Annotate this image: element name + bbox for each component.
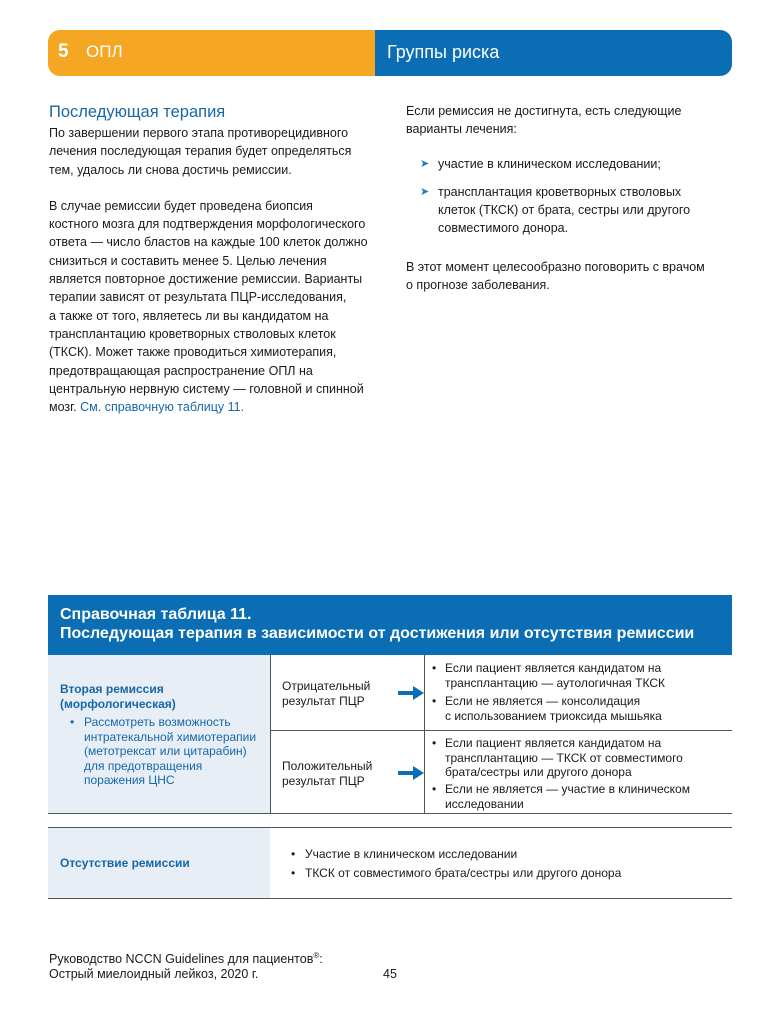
text-line: варианты лечения: [406,122,517,137]
text-line: брата/сестры или другого донора [445,765,632,779]
text-line: трансплантацию кроветворных стволовых клеток [49,326,336,341]
negative-pcr-label [282,679,370,708]
page-header [48,30,732,76]
bullet: • [432,694,437,708]
text-line: По завершении первого этапа противорецидивного [49,126,349,140]
chapter-label: ОПЛ [86,42,123,61]
chapter-tab [48,30,375,76]
chevron-right-icon: ➤ [420,157,430,170]
reference-table-header [48,595,732,655]
second-remission-title [60,682,176,711]
text-line: В случае ремиссии будет проведена биопсия [49,198,313,213]
paragraph-closing [406,258,736,295]
text-line: Участие в клиническом исследовании [305,847,518,861]
text-line: о прогнозе заболевания. [406,278,550,293]
list-item [406,155,736,173]
divider [424,655,425,813]
second-remission-cell [48,655,270,813]
text-line: Положительный [282,759,373,773]
right-column [406,102,736,294]
positive-pcr-option-1 [432,736,683,780]
text-line: Если пациент является кандидатом на [445,661,662,675]
registered-mark: ® [313,950,320,960]
text-line: трансплантацию — аутологичная ТКСК [445,675,665,690]
text-line: (метотрексат или цитарабин) [84,744,247,758]
text-line [49,398,379,416]
text-line: поражения ЦНС [84,773,175,787]
no-remission-title: Отсутствие ремиссии [60,856,190,870]
text-line: терапии зависят от результата ПЦР-исследования, [49,290,347,305]
text-line: центральную нервную систему — головной и спинной [49,381,364,396]
text-line: для предотвращения [84,758,203,773]
text-line: с использованием триоксида мышьяка [445,708,662,723]
text-line: тем, удалось ли снова достичь ремиссии. [49,162,292,177]
text-line: ТКСК от совместимого брата/сестры или другого донора [305,866,622,880]
list-item [406,183,736,238]
text-fragment: мозг. [49,400,81,415]
divider [270,655,271,813]
footer-line2: Острый миелоидный лейкоз, 2020 г. [49,967,259,981]
negative-pcr-option-1 [432,661,665,690]
table-reference-link[interactable]: См. справочную таблицу 11. [80,400,245,415]
text-line: Отрицательный [282,679,371,693]
table-title-line2: Последующая терапия в зависимости от достижения или отсутствия ремиссии [60,625,695,642]
bullet: • [70,715,75,729]
bullet: • [432,736,437,750]
text-line: трансплантация кроветворных стволовых [438,184,682,199]
page-number: 45 [383,967,397,981]
text-line: В этот момент целесообразно поговорить с врачом [406,259,705,274]
text-line: результат ПЦР [282,773,365,788]
text-line: (морфологическая) [60,696,176,711]
text-line: Если пациент является кандидатом на [445,736,662,750]
bullet: • [432,661,437,675]
arrow-right-icon [398,765,424,781]
text-line: клеток (ТКСК) от брата, сестры или другого [438,203,691,218]
text-line: Рассмотреть возможность [84,715,231,729]
no-remission-cell [48,828,270,898]
divider [48,898,732,899]
paragraph-intro [49,124,379,179]
text-line: исследовании [445,796,524,811]
divider [270,730,732,731]
second-remission-note [70,715,266,788]
paragraph-remission [49,197,379,417]
section-title: Группы риска [387,42,500,62]
section-heading: Последующая терапия [49,103,226,121]
text-line: Если не является — консолидация [445,694,641,708]
positive-pcr-option-2 [432,782,690,811]
text-line: (ТКСК). Может также проводиться химиотерапия, [49,345,337,360]
section-tab [375,30,732,76]
text-fragment: Руководство NCCN Guidelines для пациентов [49,952,314,966]
no-remission-option-2 [291,866,621,881]
text-line: костного мозга для подтверждения морфологического [49,217,366,232]
bullet: • [432,782,437,796]
negative-pcr-option-2 [432,694,662,723]
options-list [406,155,736,238]
divider [48,813,732,814]
arrow-right-icon [398,685,424,701]
text-line: является повторное достижение ремиссии. Варианты [49,272,363,287]
text-line: лечения последующая терапия будет определяться [49,144,352,159]
text-line: Если ремиссия не достигнута, есть следующие [406,104,682,118]
page-footer [49,952,323,982]
chapter-number: 5 [58,41,69,62]
text-line: интратекальной химиотерапии [84,729,257,744]
no-remission-option-1 [291,847,517,862]
left-column [49,102,379,434]
text-line: трансплантацию — ТКСК от совместимого [445,750,683,765]
text-line: снизиться и составить менее 5. Целью лечения [49,253,327,268]
text-line: совместимого донора. [438,221,569,236]
text-line: результат ПЦР [282,693,365,708]
text-line: ответа — число бластов на каждые 100 клеток должно [49,235,368,250]
paragraph-no-remission [406,102,736,139]
text-line: а также от того, являетесь ли вы кандидатом на [49,308,329,323]
bullet: • [291,866,296,880]
text-line: Вторая ремиссия [60,682,164,696]
positive-pcr-label [282,759,372,788]
text-line: участие в клиническом исследовании; [438,156,661,171]
chevron-right-icon: ➤ [420,185,430,198]
text-line: Если не является — участие в клиническом [445,782,690,796]
table-title-line1: Справочная таблица 11. [60,606,252,623]
text-line: предотвращающая распространение ОПЛ на [49,363,313,378]
footer-line1 [49,952,323,967]
text-fragment: : [319,952,323,966]
bullet: • [291,847,296,861]
